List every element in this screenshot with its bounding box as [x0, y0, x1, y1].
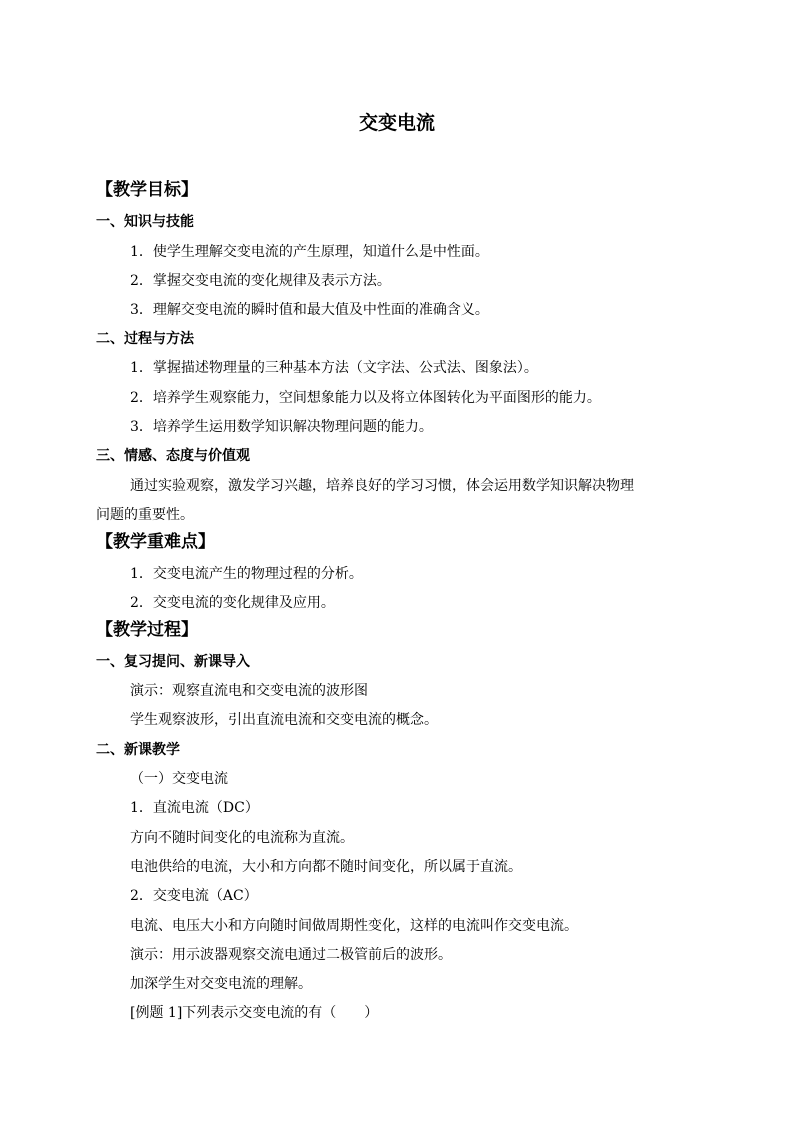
paragraph-line: 2．培养学生观察能力，空间想象能力以及将立体图转化为平面图形的能力。 — [130, 390, 601, 406]
paragraph-line: 1．直流电流（DC） — [130, 800, 259, 816]
paragraph-line: （一）交变电流 — [130, 771, 228, 787]
sub-heading-process-methods: 二、过程与方法 — [96, 331, 194, 347]
document-title: 交变电流 — [358, 112, 435, 134]
sub-heading-knowledge-skills: 一、知识与技能 — [96, 214, 194, 230]
paragraph-line: 方向不随时间变化的电流称为直流。 — [130, 830, 354, 846]
paragraph-line: 通过实验观察，激发学习兴趣，培养良好的学习习惯，体会运用数学知识解决物理 — [130, 478, 634, 494]
sub-heading-new-lesson: 二、新课教学 — [96, 742, 180, 758]
paragraph-line: 1．掌握描述物理量的三种基本方法（文字法、公式法、图象法）。 — [130, 360, 538, 376]
paragraph-line: 2．掌握交变电流的变化规律及表示方法。 — [130, 273, 391, 289]
paragraph-line: 问题的重要性。 — [96, 507, 194, 523]
paragraph-line: 1．使学生理解交变电流的产生原理，知道什么是中性面。 — [130, 244, 489, 260]
paragraph-line: 2．交变电流的变化规律及应用。 — [130, 595, 335, 611]
paragraph-line: 1．交变电流产生的物理过程的分析。 — [130, 566, 363, 582]
paragraph-line: 3．培养学生运用数学知识解决物理问题的能力。 — [130, 419, 433, 435]
sub-heading-attitudes-values: 三、情感、态度与价值观 — [96, 448, 250, 464]
section-heading-key-points: 【教学重难点】 — [96, 532, 215, 552]
paragraph-line: 加深学生对交变电流的理解。 — [130, 976, 312, 992]
paragraph-line: 2．交变电流（AC） — [130, 888, 258, 904]
paragraph-line: 电流、电压大小和方向随时间做周期性变化，这样的电流叫作交变电流。 — [130, 918, 578, 934]
paragraph-line: 电池供给的电流，大小和方向都不随时间变化，所以属于直流。 — [130, 859, 522, 875]
section-heading-objectives: 【教学目标】 — [96, 180, 198, 200]
paragraph-line: [例题 1]下列表示交变电流的有（ ） — [130, 1005, 379, 1021]
paragraph-line: 演示：观察直流电和交变电流的波形图 — [130, 683, 368, 699]
section-heading-teaching-process: 【教学过程】 — [96, 620, 198, 640]
paragraph-line: 学生观察波形，引出直流电流和交变电流的概念。 — [130, 712, 438, 728]
sub-heading-review-introduction: 一、复习提问、新课导入 — [96, 654, 250, 670]
paragraph-line: 演示：用示波器观察交流电通过二极管前后的波形。 — [130, 947, 452, 963]
paragraph-line: 3．理解交变电流的瞬时值和最大值及中性面的准确含义。 — [130, 302, 489, 318]
